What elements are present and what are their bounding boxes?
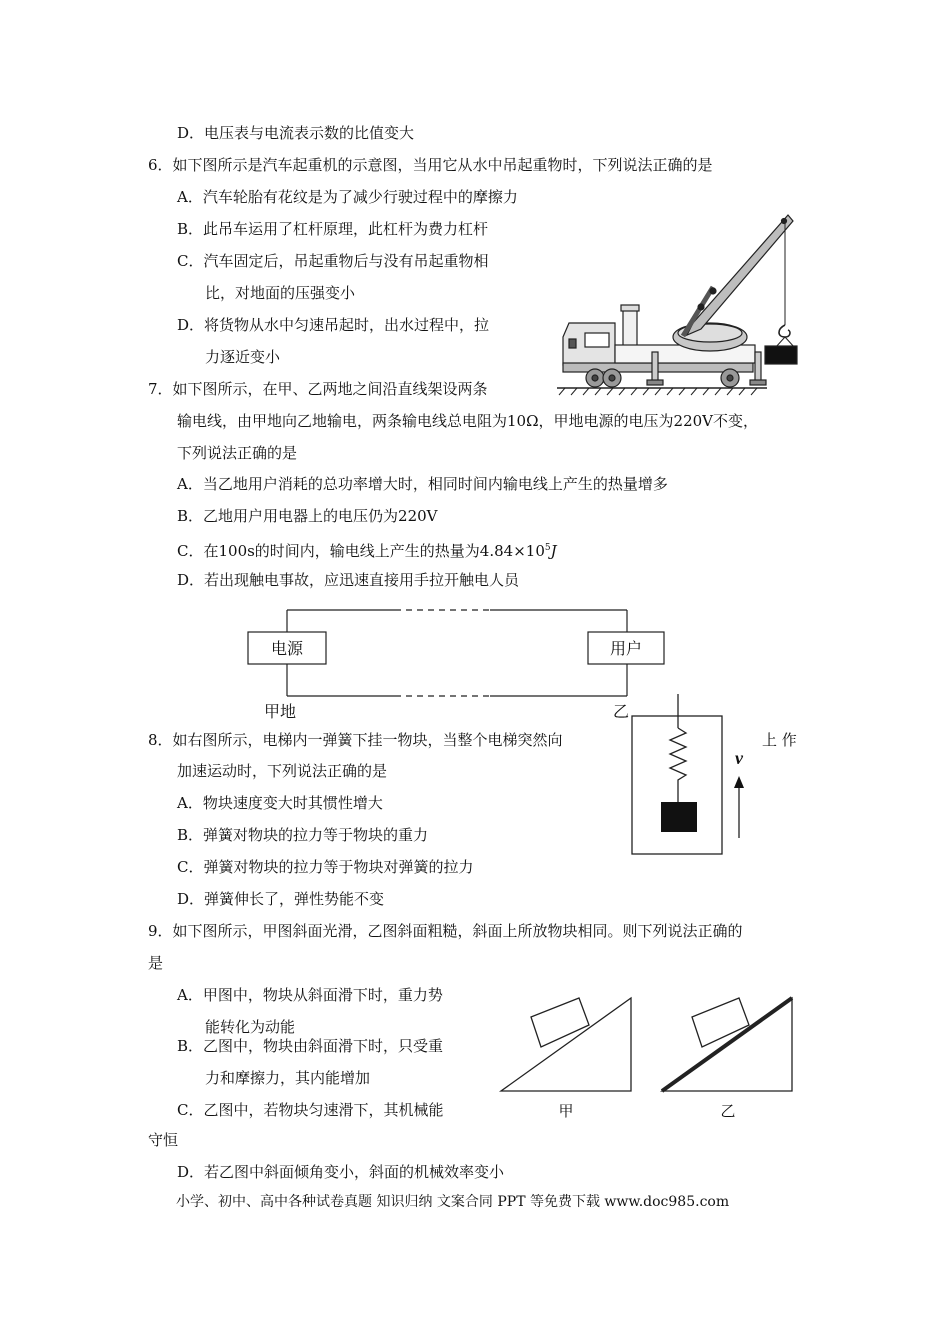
crane-hook [779, 325, 790, 337]
q6-option-a: A．汽车轮胎有花纹是为了减少行驶过程中的摩擦力 [177, 188, 518, 206]
q8-stem-line1-tail: 上 作 [762, 731, 797, 749]
crane-truck-figure [555, 205, 800, 400]
crane-load [765, 346, 797, 364]
q7-stem-line2: 输电线，由甲地向乙地输电，两条输电线总电阻为10Ω，甲地电源的电压为220V不变， [177, 412, 758, 430]
q6-option-d-line1: D．将货物从水中匀速吊起时，出水过程中，拉 [177, 316, 490, 334]
incline-figures [495, 990, 805, 1120]
velocity-label: v [735, 748, 743, 768]
q9-stem-line2: 是 [148, 954, 164, 972]
q8-stem-line2: 加速运动时，下列说法正确的是 [177, 762, 388, 780]
q9-option-b-line1: B．乙图中，物块由斜面滑下时，只受重 [177, 1037, 444, 1055]
q8-stem-line1: 8．如右图所示，电梯内一弹簧下挂一物块，当整个电梯突然向 [148, 731, 563, 749]
q9-option-c-line1: C．乙图中，若物块匀速滑下，其机械能 [177, 1101, 444, 1119]
transmission-line-diagram [240, 600, 680, 725]
q8-option-d: D．弹簧伸长了，弹性势能不变 [177, 890, 385, 908]
q7-stem-line1: 7．如下图所示，在甲、乙两地之间沿直线架设两条 [148, 380, 488, 398]
ground-hatching [559, 388, 757, 395]
label-yi: 乙 [720, 1102, 736, 1120]
label-jia: 甲 [558, 1102, 574, 1120]
crane-boom [687, 215, 793, 335]
q7-stem-line3: 下列说法正确的是 [177, 444, 298, 462]
q7-option-b: B．乙地用户用电器上的电压仍为220V [177, 507, 438, 525]
q9-option-d: D．若乙图中斜面倾角变小，斜面的机械效率变小 [177, 1163, 505, 1181]
q8-option-c: C．弹簧对物块的拉力等于物块对弹簧的拉力 [177, 858, 474, 876]
spring [670, 728, 686, 802]
q7-option-d: D．若出现触电事故，应迅速直接用手拉开触电人员 [177, 571, 520, 589]
q9-option-b-line2: 力和摩擦力，其内能增加 [205, 1069, 371, 1087]
q6-option-c-line2: 比，对地面的压强变小 [205, 284, 356, 302]
q8-option-b: B．弹簧对物块的拉力等于物块的重力 [177, 826, 429, 844]
q6-option-b: B．此吊车运用了杠杆原理，此杠杆为费力杠杆 [177, 220, 489, 238]
hanging-block [661, 802, 697, 832]
footer-text: 小学、初中、高中各种试卷真题 知识归纳 文案合同 PPT 等免费下载 www.doc985.com [176, 1194, 730, 1210]
q5-option-d: D．电压表与电流表示数的比值变大 [177, 124, 415, 142]
q6-stem: 6．如下图所示是汽车起重机的示意图，当用它从水中吊起重物时，下列说法正确的是 [148, 156, 713, 174]
q9-option-c-line2: 守恒 [148, 1131, 179, 1149]
q7-option-c: C．在100s的时间内，输电线上产生的热量为$4.84\times 10^5J$ [177, 542, 557, 560]
q9-stem-line1: 9．如下图所示，甲图斜面光滑，乙图斜面粗糙，斜面上所放物块相同。则下列说法正确的 [148, 922, 743, 940]
place-jia-label: 甲地 [264, 702, 297, 721]
q6-option-d-line2: 力逐近变小 [205, 348, 281, 366]
cab-window [585, 333, 609, 347]
q7-option-a: A．当乙地用户消耗的总功率增大时，相同时间内输电线上产生的热量增多 [177, 475, 668, 493]
power-source-label: 电源 [270, 639, 304, 658]
q9-option-a-line2: 能转化为动能 [205, 1018, 296, 1036]
place-yi-label: 乙 [613, 702, 630, 721]
q9-option-a-line1: A．甲图中，物块从斜面滑下时，重力势 [177, 986, 443, 1004]
q8-option-a: A．物块速度变大时其惯性增大 [177, 794, 383, 812]
elevator-figure [625, 692, 760, 860]
q6-option-c-line1: C．汽车固定后，吊起重物后与没有吊起重物相 [177, 252, 489, 270]
user-label: 用户 [609, 639, 643, 658]
